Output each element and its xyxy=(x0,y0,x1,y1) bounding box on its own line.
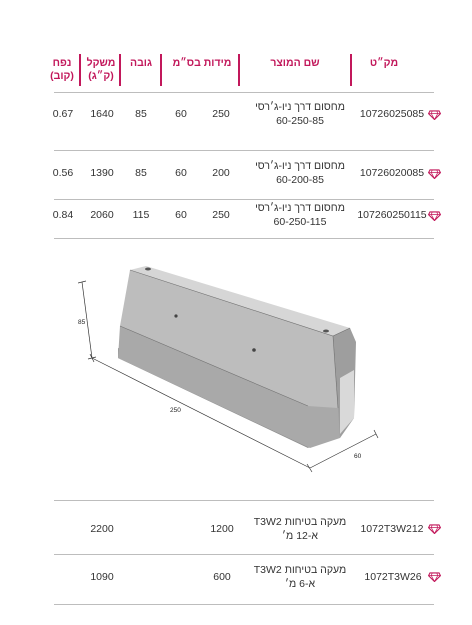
header-product-name: שם המוצר xyxy=(270,57,320,69)
width-cell: 60 xyxy=(175,167,187,179)
weight-cell: 1390 xyxy=(90,167,114,179)
table-row xyxy=(0,100,472,144)
header-divider xyxy=(350,54,352,86)
volume-cell: 0.67 xyxy=(52,108,74,120)
header-divider xyxy=(119,54,121,86)
weight-cell: 2200 xyxy=(90,523,114,535)
table-row xyxy=(0,158,472,198)
height-cell: 115 xyxy=(132,209,150,221)
product-name-line-1: מחסום דרך ניו-ג׳רסי xyxy=(255,202,345,214)
length-cell: 250 xyxy=(212,209,230,221)
diamond-icon xyxy=(428,572,441,582)
row-divider xyxy=(54,500,434,501)
header-height: גובה xyxy=(129,57,152,69)
product-name-line-2: א-6 מ׳ xyxy=(284,578,316,590)
product-name-line-2: 60-200-85 xyxy=(276,174,324,186)
weight-cell: 1640 xyxy=(90,108,114,120)
width-dimension-label: 60 xyxy=(354,453,362,460)
row-divider xyxy=(54,92,434,93)
product-name-line-1: מעקה בטיחות T3W2 xyxy=(253,516,347,528)
product-name-line-1: מחסום דרך ניו-ג׳רסי xyxy=(255,101,345,113)
sku-cell: 1072T3W26 xyxy=(364,571,422,583)
width-cell: 60 xyxy=(175,209,187,221)
height-dimension-label: 85 xyxy=(78,319,86,326)
height-cell: 85 xyxy=(135,167,147,179)
product-name-line-1: מחסום דרך ניו-ג׳רסי xyxy=(255,160,345,172)
header-weight: משקל (ק״ג) xyxy=(86,57,116,82)
header-divider xyxy=(79,54,81,86)
sku-cell: 107260250115 xyxy=(357,209,427,221)
sku-cell: 1072T3W212 xyxy=(360,523,424,535)
volume-cell: 0.56 xyxy=(52,167,74,179)
header-sku: מק״ט xyxy=(369,57,399,69)
row-divider xyxy=(54,238,434,239)
product-name-line-2: 60-250-85 xyxy=(276,115,324,127)
header-divider xyxy=(160,54,162,86)
row-divider xyxy=(54,554,434,555)
table-row xyxy=(0,562,472,602)
header-dimensions: מידות בס״מ xyxy=(172,57,232,69)
weight-cell: 2060 xyxy=(90,209,114,221)
product-name-line-2: א-12 מ׳ xyxy=(282,530,318,542)
diamond-icon xyxy=(428,211,441,221)
length-cell: 200 xyxy=(212,167,230,179)
row-divider xyxy=(54,199,434,200)
header-volume: נפח (קוב) xyxy=(50,57,74,82)
weight-cell: 1090 xyxy=(90,571,114,583)
length-cell: 600 xyxy=(213,571,231,583)
diamond-icon xyxy=(428,524,441,534)
height-cell: 85 xyxy=(135,108,147,120)
table-row xyxy=(0,514,472,554)
product-name-line-2: 60-250-115 xyxy=(273,216,327,228)
barrier-illustration xyxy=(78,258,398,473)
length-dimension-label: 250 xyxy=(170,407,181,414)
length-cell: 1200 xyxy=(210,523,234,535)
volume-cell: 0.84 xyxy=(52,209,74,221)
diamond-icon xyxy=(428,110,441,120)
table-header xyxy=(0,54,472,92)
width-cell: 60 xyxy=(175,108,187,120)
row-divider xyxy=(54,604,434,605)
sku-cell: 10726025085 xyxy=(359,108,425,120)
length-cell: 250 xyxy=(212,108,230,120)
row-divider xyxy=(54,150,434,151)
header-divider xyxy=(238,54,240,86)
sku-cell: 10726020085 xyxy=(359,167,425,179)
product-name-line-1: מעקה בטיחות T3W2 xyxy=(253,564,347,576)
table-row xyxy=(0,202,472,238)
diamond-icon xyxy=(428,169,441,179)
